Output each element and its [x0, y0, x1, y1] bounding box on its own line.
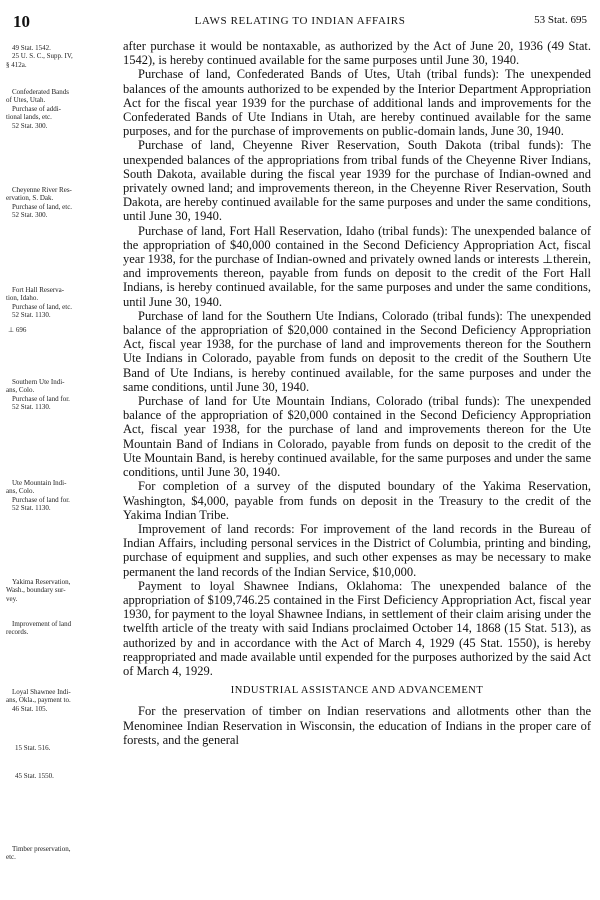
margin-note-line: 45 Stat. 1550. — [15, 772, 54, 780]
margin-note-line: Cheyenne River Res- — [12, 186, 72, 194]
margin-note-line: Improvement of land — [12, 620, 72, 628]
margin-note-cheyenne-river — [6, 186, 118, 220]
margin-note-line: 46 Stat. 105. — [12, 704, 48, 713]
section-heading: INDUSTRIAL ASSISTANCE AND ADVANCEMENT — [230, 685, 484, 697]
margin-note-line: Purchase of land for. — [12, 394, 70, 403]
paragraph-fort-hall: Purchase of land, Fort Hall Reservation, Idaho (tribal funds): The unexpended balance of the appropriation of $40,000 contained in the Second Deficiency Appropriation Act, fiscal year 1938, for the purchase of Indian-owned and privately owned lands or interests ⊥therein, and improvements thereon, payable from funds on deposit to the credit of the Fort Hall Indians, is hereby continued available, for the same purposes and under the same conditions, until June 30, 1940. — [123, 223, 591, 309]
margin-note-line: Purchase of land, etc. — [12, 302, 73, 311]
margin-note-line: Yakima Reservation, — [12, 578, 71, 586]
statute-citation: 53 Stat. 695 — [534, 14, 587, 26]
paragraph-ute-mountain: Purchase of land for Ute Mountain Indians, Colorado (tribal funds): The unexpended balance of the appropriation of $20,000 contained in the Second Deficiency Appropriation Act, fiscal year 1938, for the purchase of land and improvements thereon for the Ute Mountain Band of Indians in Colorado, payable from funds on deposit to the credit of the Ute Mountain Band, is hereby continued available, for the same purposes and under the same conditions, until June 30, 1940. — [123, 394, 591, 480]
margin-note-line: Purchase of addi- — [12, 104, 61, 113]
margin-note-line: etc. — [6, 853, 16, 862]
margin-note-land-records — [6, 620, 118, 637]
running-header — [13, 12, 587, 32]
margin-note-line: 49 Stat. 1542. — [12, 44, 51, 52]
margin-note-line: Purchase of land for. — [12, 495, 70, 504]
margin-note-line: 25 U. S. C., Supp. IV, — [12, 52, 73, 61]
margin-note-ute-mountain — [6, 479, 118, 513]
page-number: 10 — [13, 12, 30, 31]
margin-note-yakima — [6, 578, 118, 603]
margin-note-page-break-696 — [6, 326, 118, 334]
body-text — [123, 39, 591, 747]
margin-note-line: Ute Mountain Indi- — [12, 479, 67, 487]
running-title: LAWS RELATING TO INDIAN AFFAIRS — [194, 15, 406, 27]
margin-note-statute-1550 — [6, 772, 118, 780]
margin-note-line: Confederated Bands — [12, 88, 69, 96]
paragraph-southern-ute: Purchase of land for the Southern Ute Indians, Colorado (tribal funds): The unexpended balance of the appropriation of $20,000 contained in the Second Deficiency Appropriation Act, fiscal year 1938, for the purchase of land and improvements thereon for the Southern Ute Indians in Colorado, payable from funds on deposit to the credit of the Southern Ute Band of Ute Indians, is hereby continued available, for the same purposes and under the same conditions, until June 30, 1940. — [123, 308, 591, 394]
margin-note-line: 15 Stat. 516. — [15, 744, 51, 752]
margin-note-line: Wash., boundary sur- — [6, 586, 66, 595]
paragraph-yakima: For completion of a survey of the disputed boundary of the Yakima Reservation, Washington, $4,000, payable from funds on deposit in the Treasury to the credit of the Yakima Indian Tribe. — [123, 479, 591, 522]
margin-note-timber — [6, 845, 118, 862]
margin-note-line: ans, Okla., payment to. — [6, 696, 71, 705]
margin-note-southern-ute — [6, 378, 118, 412]
margin-note-line: Fort Hall Reserva- — [12, 286, 65, 294]
margin-note-ute-bands — [6, 88, 118, 130]
margin-note-line: 52 Stat. 1130. — [12, 311, 51, 320]
margin-note-statute-516 — [6, 744, 118, 752]
margin-note-fort-hall — [6, 286, 118, 320]
margin-note-line: tion, Idaho. — [6, 294, 39, 303]
margin-note-line: Purchase of land, etc. — [12, 202, 73, 211]
margin-note-line: 52 Stat. 300. — [12, 211, 48, 220]
margin-note-line: vey. — [6, 594, 18, 603]
paragraph-land-records: Improvement of land records: For improvement of the land records in the Bureau of Indian Affairs, including personal services in the District of Columbia, printing and binding, purchase of equipment and supplies, and such other expenses as may be necessary to make permanent the land records of the Indian Service, $10,000. — [123, 521, 591, 579]
margin-note-line: § 412a. — [6, 60, 27, 69]
margin-note-line: ervation, S. Dak. — [6, 194, 54, 203]
margin-note-line: ⊥ 696 — [8, 326, 27, 334]
margin-note-statute-1542 — [6, 44, 118, 69]
margin-note-line: Timber preservation, — [12, 845, 71, 853]
margin-note-loyal-shawnee — [6, 688, 118, 713]
margin-note-line: Loyal Shawnee Indi- — [12, 688, 71, 696]
margin-note-line: records. — [6, 628, 29, 637]
paragraph-cheyenne-river: Purchase of land, Cheyenne River Reservation, South Dakota (tribal funds): The unexpended balances of the appropriations from tribal funds of the Cheyenne River Indians, South Dakota, available during the fiscal year 1939 for the purchase of Indian-owned and privately owned land; and improvements thereon, in the Cheyenne River Reservation, South Dakota, are hereby continued available for the same purposes and under the same conditions, until June 30, 1940. — [123, 138, 591, 224]
margin-note-line: 52 Stat. 1130. — [12, 403, 51, 412]
margin-note-line: 52 Stat. 300. — [12, 121, 48, 130]
margin-note-line: Southern Ute Indi- — [12, 378, 65, 386]
margin-note-line: tional lands, etc. — [6, 113, 52, 122]
paragraph-loyal-shawnee: Payment to loyal Shawnee Indians, Oklahoma: The unexpended balance of the appropriation of $109,746.25 contained in the First Deficiency Appropriation Act, fiscal year 1930, for payment to the loyal Shawnee Indians, in settlement of their claim arising under the twelfth article of the treaty with said Indians proclaimed October 14, 1868 (15 Stat. 513), as authorized by and in accordance with the Act of March 4, 1929 (45 Stat. 1550), is hereby reappropriated and made available until expended for the purposes authorized by the said Act of March 4, 1929. — [123, 578, 591, 678]
paragraph-continued: after purchase it would be nontaxable, as authorized by the Act of June 20, 1936 (49 Stat. 1542), is hereby continued available for the same purposes until June 30, 1940. — [123, 39, 591, 68]
margin-note-line: ans, Colo. — [6, 386, 35, 395]
margin-note-line: 52 Stat. 1130. — [12, 504, 51, 513]
paragraph-timber: For the preservation of timber on Indian reservations and allotments other than the Menominee Indian Reservation in Wisconsin, the education of Indians in the proper care of forests, and the general — [123, 704, 591, 747]
paragraph-ute-bands: Purchase of land, Confederated Bands of Utes, Utah (tribal funds): The unexpended balances of the amounts authorized to be expended by the Interior Department Appropriation Act for the fiscal year 1939 for the purchase of additional lands and improvements for the Confederated Bands of Ute Indians in Utah, are hereby continued available for the same purposes, and for the purchase of improvements on public-domain lands, June 30, 1940. — [123, 67, 591, 139]
margin-note-line: of Utes, Utah. — [6, 96, 46, 105]
margin-note-line: ans, Colo. — [6, 487, 35, 496]
